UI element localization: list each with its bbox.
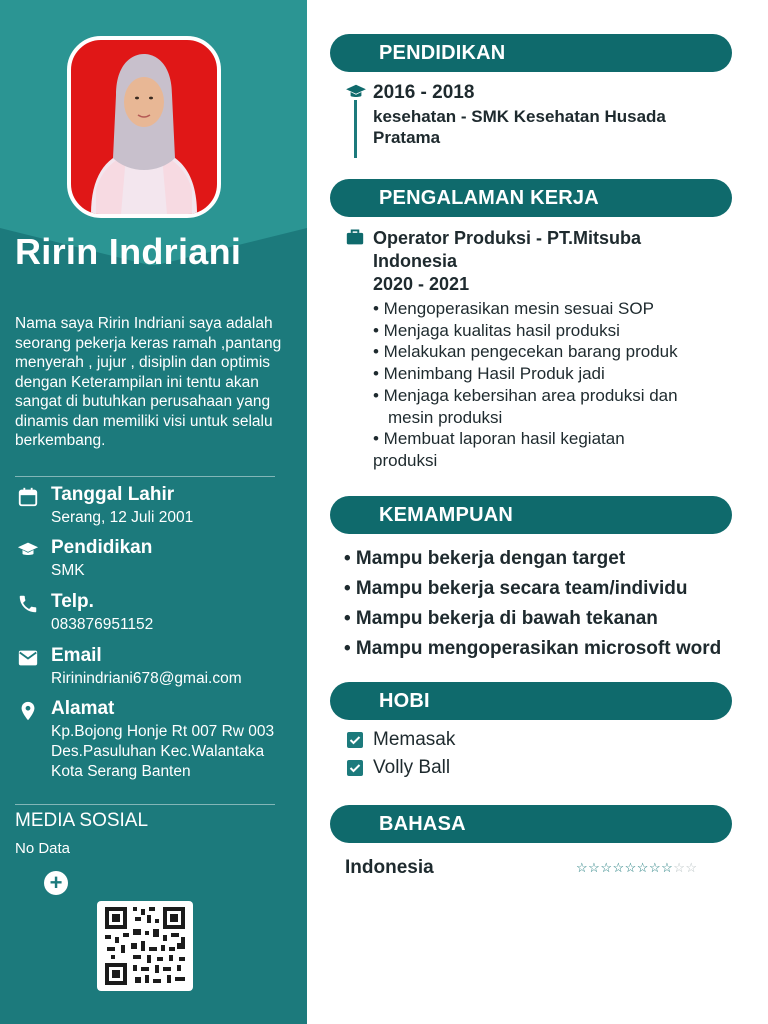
briefcase-icon [345,228,365,246]
star-icon: ☆ [588,860,601,875]
location-pin-icon [15,700,41,722]
phone-info [15,591,295,637]
duty-item: • Membuat laporan hasil kegiatan [373,429,625,449]
education-years: 2016 - 2018 [373,82,475,103]
section-header-languages [330,805,732,843]
section-title-work: PENGALAMAN KERJA [379,187,599,209]
work-title: Operator Produksi - PT.Mitsuba Indonesia [373,228,642,271]
education-school: kesehatan - SMK Kesehatan Husada Pratama [373,107,666,147]
email-value[interactable]: Ririnindriani678@gmai.com [51,670,242,687]
education-info [15,537,295,583]
person-name: Ririn Indriani [15,231,242,272]
birth-label: Tanggal Lahir [51,484,175,505]
duty-item: • Melakukan pengecekan barang produk [373,342,678,362]
birth-value: Serang, 12 Juli 2001 [51,509,194,526]
left-sidebar [0,0,307,1024]
section-header-skills [330,496,732,534]
phone-label: Telp. [51,591,94,612]
education-label: Pendidikan [51,537,153,558]
social-media-title: MEDIA SOSIAL [15,810,149,831]
star-icon: ☆ [600,860,613,875]
email-info [15,645,295,691]
phone-value: 083876951152 [51,616,154,633]
phone-icon [15,593,41,615]
plus-icon[interactable]: + [44,871,68,895]
star-icon: ☆ [648,860,662,875]
star-icon: ☆ [685,860,698,875]
about-text: Nama saya Ririn Indriani saya adalah seorang pekerja keras ramah ,pantang menyerah , jujur , disiplin dan optimis dengan Keterampilan ini tentu akan sangat di butuhkan perusahaan yang dinamis dan memiliki visi untuk selalu berkembang. [15,315,282,449]
section-header-education [330,34,732,72]
star-icon: ☆ [612,860,625,875]
timeline-line [354,100,357,158]
duty-item: mesin produksi [388,407,503,427]
section-title-languages: BAHASA [379,813,466,835]
star-icon: ☆ [624,860,637,875]
hobby-item: Memasak [373,729,456,750]
section-title-skills: KEMAMPUAN [379,504,514,526]
section-title-hobbies: HOBI [379,690,430,712]
qr-code [97,901,193,991]
star-icon: ☆ [576,860,589,875]
skill-item: • Mampu bekerja dengan target [344,548,626,569]
skill-item: • Mampu bekerja secara team/individu [344,578,688,599]
checkbox-icon [347,760,363,776]
mail-icon [15,647,41,669]
birth-info [15,484,295,530]
section-title-education: PENDIDIKAN [379,42,506,64]
language-name: Indonesia [345,857,434,878]
divider [15,804,275,805]
skill-item: • Mampu mengoperasikan microsoft word [344,638,722,659]
work-years: 2020 - 2021 [373,274,470,294]
divider [15,476,275,477]
hobby-item: Volly Ball [373,757,451,778]
address-value: Kp.Bojong Honje Rt 007 Rw 003 Des.Pasuluhan Kec.Walantaka Kota Serang Banten [51,723,275,780]
graduation-cap-icon [345,83,367,101]
work-duties [373,298,753,472]
email-label: Email [51,645,102,666]
duty-item: • Menimbang Hasil Produk jadi [373,364,605,384]
duty-item: • Menjaga kebersihan area produksi dan [373,385,678,405]
social-media-value: No Data [15,840,71,857]
address-info [15,698,295,798]
education-value: SMK [51,562,85,579]
section-header-work [330,179,732,217]
graduation-cap-icon [15,539,41,561]
language-rating [576,860,698,876]
star-icon: ☆ [673,860,686,875]
section-header-hobbies [330,682,732,720]
duty-item: • Mengoperasikan mesin sesuai SOP [373,299,654,318]
profile-photo [67,36,221,218]
skill-item: • Mampu bekerja di bawah tekanan [344,608,658,629]
star-icon: ☆ [636,860,649,875]
checkbox-icon [347,732,363,748]
duty-item: • Menjaga kualitas hasil produksi [373,320,620,340]
calendar-icon [15,486,41,508]
duty-item: produksi [373,450,438,470]
address-label: Alamat [51,698,115,719]
star-icon: ☆ [661,860,674,875]
